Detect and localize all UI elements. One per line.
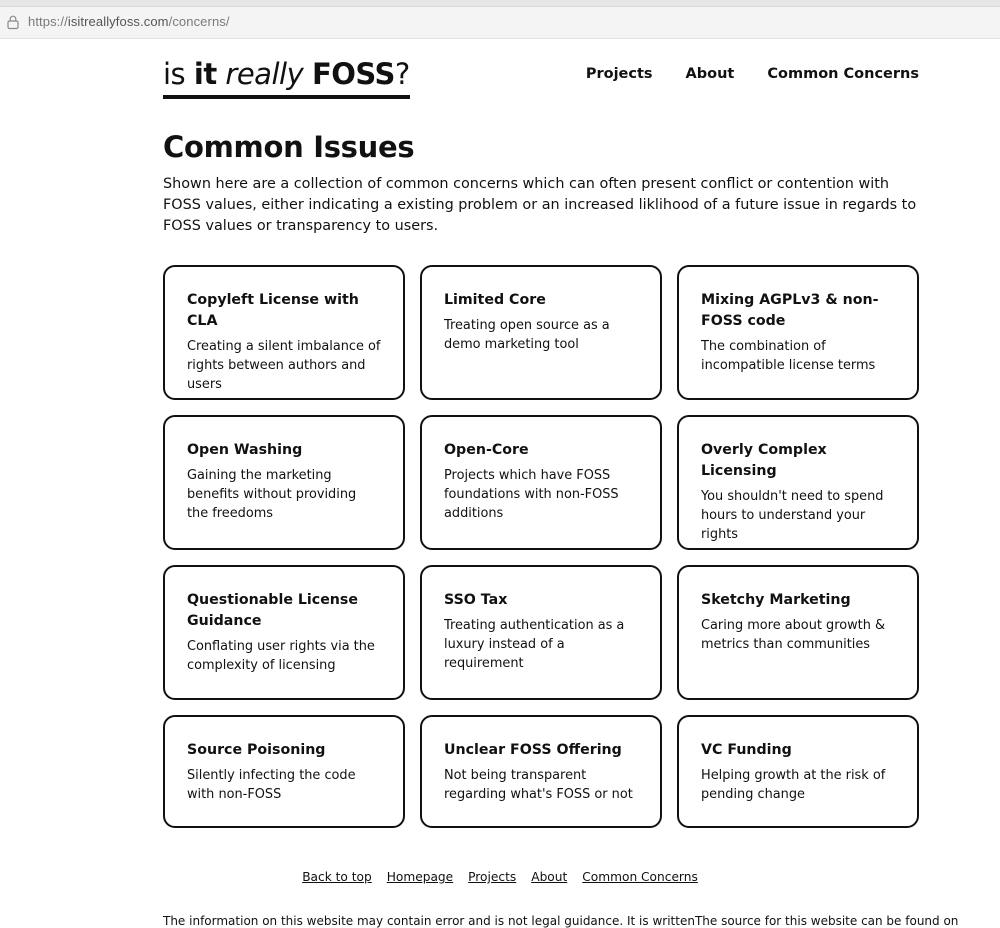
- logo-word-is: is: [163, 57, 186, 91]
- nav-projects[interactable]: Projects: [585, 66, 653, 82]
- nav-about[interactable]: About: [685, 66, 735, 82]
- card-description: Not being transparent regarding what's FOSS or not: [444, 768, 633, 802]
- concern-card[interactable]: [163, 415, 405, 550]
- concern-card[interactable]: [163, 565, 405, 700]
- logo-word-really: really: [225, 57, 304, 91]
- card-title: Questionable License Guidance: [187, 592, 358, 629]
- card-title: Sketchy Marketing: [701, 592, 851, 608]
- card-description: Caring more about growth & metrics than communities: [701, 618, 886, 652]
- card-title: Copyleft License with CLA: [187, 292, 359, 329]
- browser-url-bar[interactable]: [0, 0, 1000, 39]
- card-description: Treating open source as a demo marketing tool: [444, 318, 610, 352]
- url-path: /concerns/: [168, 14, 230, 29]
- url-text[interactable]: [28, 14, 230, 29]
- card-title: Open-Core: [444, 442, 529, 458]
- browser-top-edge: [0, 0, 1000, 7]
- intro-text: Shown here are a collection of common concerns which can often present conflict or contention with FOSS values, either indicating a existing problem or an increased liklihood of a future issue in regards to FOSS values or transparency to users.: [163, 176, 917, 234]
- page-title: Common Issues: [163, 130, 415, 164]
- concern-card[interactable]: [677, 415, 919, 550]
- footer-common-concerns[interactable]: Common Concerns: [582, 870, 698, 884]
- card-title: Limited Core: [444, 292, 546, 308]
- logo-word-foss: FOSS: [311, 57, 395, 91]
- card-description: Treating authentication as a luxury instead of a requirement: [444, 618, 625, 671]
- card-title: Overly Complex Licensing: [701, 442, 827, 479]
- footer-links: [0, 870, 1000, 884]
- nav-common-concerns[interactable]: Common Concerns: [767, 66, 919, 82]
- footer-homepage[interactable]: Homepage: [386, 870, 454, 884]
- concern-card[interactable]: [163, 715, 405, 828]
- footer-about[interactable]: About: [531, 870, 568, 884]
- card-description: Helping growth at the risk of pending change: [701, 768, 886, 802]
- footer-note-source: The source for this website can be found on: [694, 914, 959, 928]
- url-prefix: https://: [28, 14, 68, 29]
- concern-card[interactable]: [420, 715, 662, 828]
- card-description: Gaining the marketing benefits without providing the freedoms: [187, 468, 357, 521]
- concern-card[interactable]: [420, 415, 662, 550]
- concern-card[interactable]: [420, 565, 662, 700]
- card-description: Silently infecting the code with non-FOSS: [187, 768, 356, 802]
- concern-card[interactable]: [677, 265, 919, 400]
- card-title: Unclear FOSS Offering: [444, 742, 622, 758]
- card-title: VC Funding: [701, 742, 792, 758]
- page: [0, 38, 1000, 928]
- logo-question-mark: ?: [394, 57, 410, 91]
- main-nav: [586, 66, 919, 82]
- concern-card[interactable]: [163, 265, 405, 400]
- site-logo[interactable]: [163, 56, 410, 99]
- footer-notes: [163, 914, 959, 928]
- footer-back-to-top[interactable]: Back to top: [302, 870, 372, 884]
- card-title: Source Poisoning: [187, 742, 326, 758]
- card-title: Open Washing: [187, 442, 303, 458]
- card-description: Conflating user rights via the complexity of licensing: [187, 639, 375, 673]
- card-description: Projects which have FOSS foundations with non-FOSS additions: [444, 468, 619, 521]
- card-description: Creating a silent imbalance of rights between authors and users: [187, 339, 381, 392]
- logo-word-it: it: [193, 57, 217, 91]
- card-title: Mixing AGPLv3 & non-FOSS code: [701, 292, 879, 329]
- footer-projects[interactable]: Projects: [468, 870, 517, 884]
- card-description: The combination of incompatible license terms: [701, 339, 876, 373]
- footer-note-disclaimer: The information on this website may contain error and is not legal guidance. It is written: [163, 914, 695, 928]
- lock-icon: [7, 15, 19, 29]
- concern-card[interactable]: [677, 715, 919, 828]
- card-description: You shouldn't need to spend hours to understand your rights: [701, 489, 884, 542]
- concerns-grid: [163, 265, 919, 828]
- concern-card[interactable]: [420, 265, 662, 400]
- url-host: isitreallyfoss.com: [67, 14, 169, 29]
- concern-card[interactable]: [677, 565, 919, 700]
- card-title: SSO Tax: [444, 592, 508, 608]
